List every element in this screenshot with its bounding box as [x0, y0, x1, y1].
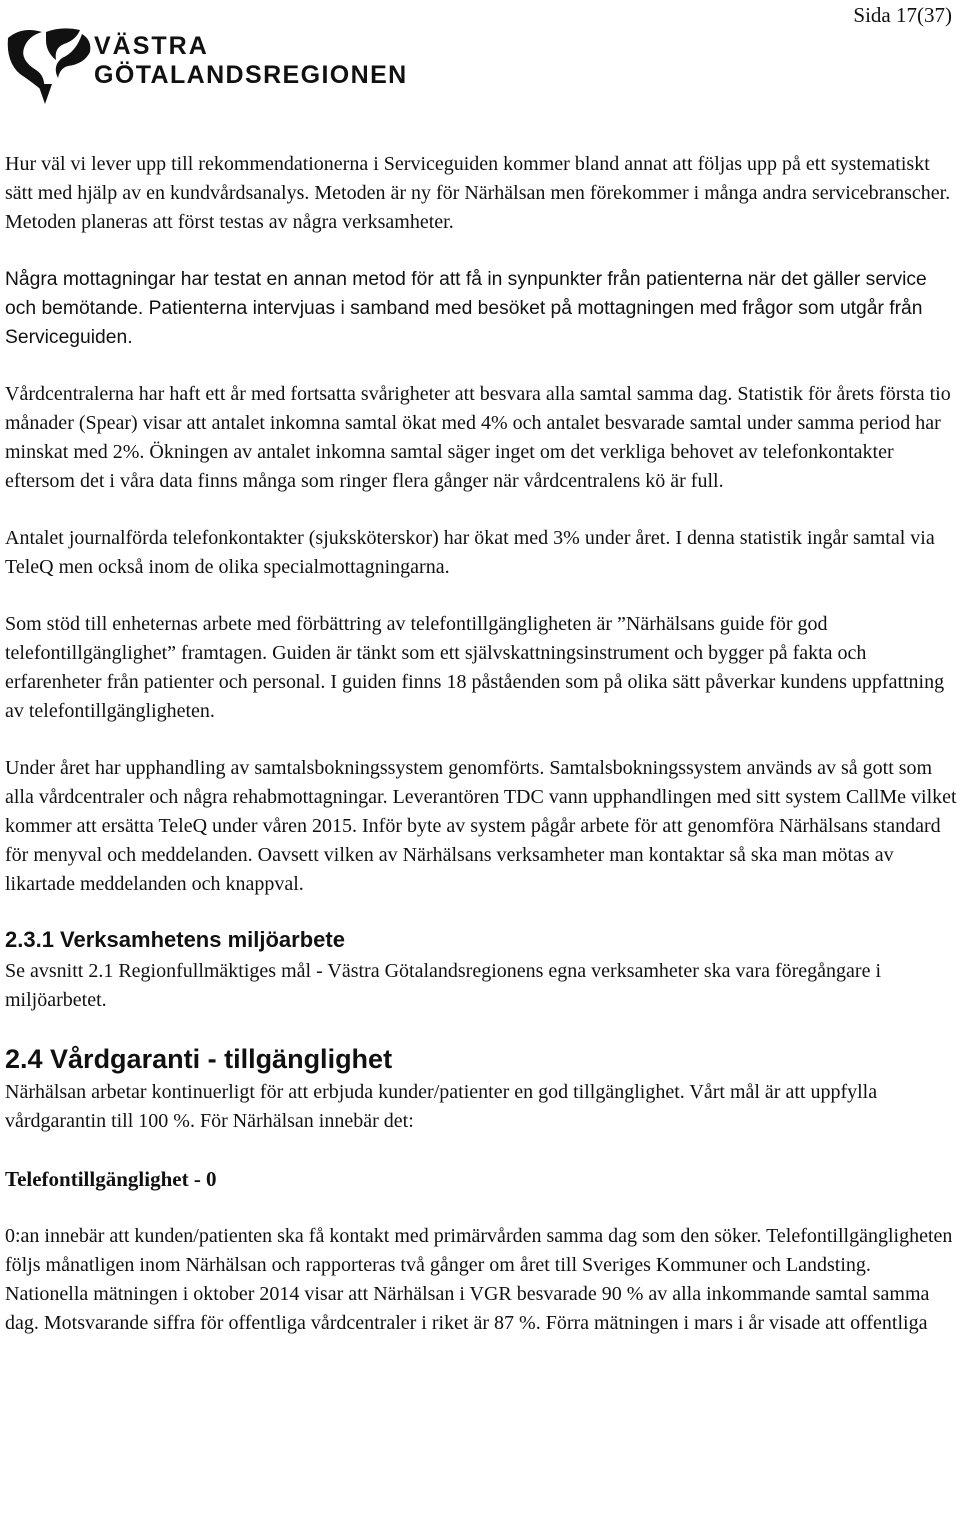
vgr-logo [6, 26, 408, 106]
page-number: Sida 17(37) [853, 3, 952, 27]
vgr-emblem-icon [6, 26, 96, 106]
paragraph-telefontillganglighet: 0:an innebär att kunden/patienten ska få kontakt med primärvården samma dag som den söker. Telefontillgängligheten följs månatligen inom Närhälsan och rapporteras två gånger om året till Sveriges Kommuner och Landsting. Nationella mätningen i oktober 2014 visar att Närhälsan i VGR besvarade 90 % av alla inkommande samtal samma dag. Motsvarande siffra för offentliga vårdcentraler i riket är 87 %. Förra mätningen i mars i år visade att offentliga [5, 1225, 953, 1334]
logo-line-1: VÄSTRA [94, 32, 209, 60]
paragraph-miljoarbete: Se avsnitt 2.1 Regionfullmäktiges mål - Västra Götalandsregionens egna verksamheter ska vara föregångare i miljöarbetet. [5, 960, 882, 1011]
section-heading-miljoarbete: 2.3.1 Verksamhetens miljöarbete [5, 927, 345, 952]
subheading-telefontillganglighet: Telefontillgänglighet - 0 [5, 1167, 217, 1191]
document-body [5, 150, 957, 1338]
paragraph-kundvardsanalys: Hur väl vi lever upp till rekommendationerna i Serviceguiden kommer bland annat att följas upp på ett systematiskt sätt med hjälp av en kundvårdsanalys. Metoden är ny för Närhälsan men förekommer i många andra servicebranscher. Metoden planeras att först testas av några verksamheter. [5, 153, 951, 233]
paragraph-upphandling: Under året har upphandling av samtalsbokningssystem genomförts. Samtalsbokningssystem används av så gott som alla vårdcentraler och några rehabmottagningar. Leverantören TDC vann upphandlingen med sitt system CallMe vilket kommer att ersätta TeleQ under våren 2015. Inför byte av system pågår arbete för att genomföra Närhälsans standard för menyval och meddelanden. Oavsett vilken av Närhälsans verksamheter man kontaktar så ska man mötas av likartade meddelanden och knappval. [5, 757, 957, 895]
paragraph-guide: Som stöd till enheternas arbete med förbättring av telefontillgängligheten är ”Närhälsans guide för god telefontillgänglighet” framtagen. Guiden är tänkt som ett självskattningsinstrument och bygger på fakta och erfarenheter från patienter och personal. I guiden finns 18 påståenden som på olika sätt påverkar kundens uppfattning av telefontillgängligheten. [5, 613, 945, 722]
paragraph-vardcentralerna: Vårdcentralerna har haft ett år med fortsatta svårigheter att besvara alla samtal samma dag. Statistik för årets första tio månader (Spear) visar att antalet inkomna samtal ökat med 4% och antalet besvarade samtal under samma period har minskat med 2%. Ökningen av antalet inkomna samtal säger inget om det verkliga behovet av telefonkontakter eftersom det i våra data finns många som ringer flera gånger när vårdcentralens kö är full. [5, 383, 951, 492]
paragraph-journalforda: Antalet journalförda telefonkontakter (sjuksköterskor) har ökat med 3% under året. I denna statistik ingår samtal via TeleQ men också inom de olika specialmottagningarna. [5, 527, 935, 578]
paragraph-vardgaranti: Närhälsan arbetar kontinuerligt för att erbjuda kunder/patienter en god tillgänglighet. Vårt mål är att uppfylla vårdgarantin till 100 %. För Närhälsan innebär det: [5, 1081, 878, 1132]
section-heading-vardgaranti: 2.4 Vårdgaranti - tillgänglighet [5, 1044, 393, 1074]
logo-wordmark [94, 32, 408, 90]
logo-line-2: GÖTALANDSREGIONEN [94, 61, 408, 89]
paragraph-mottagningar: Några mottagningar har testat en annan metod för att få in synpunkter från patienterna när det gäller service och bemötande. Patienterna intervjuas i samband med besöket på mottagningen med frågor som utgår från Serviceguiden. [5, 269, 927, 348]
